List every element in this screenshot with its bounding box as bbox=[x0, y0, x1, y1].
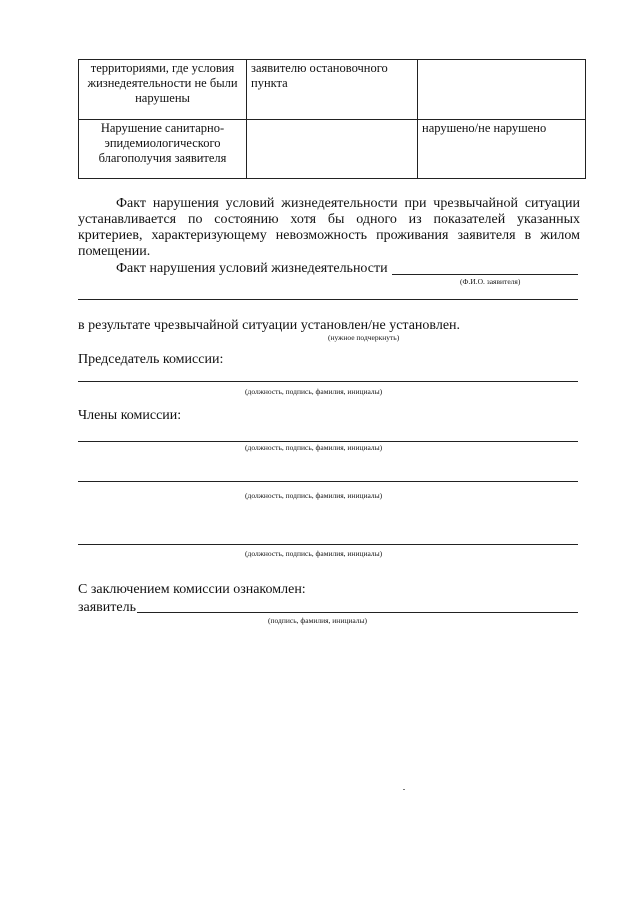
paragraph-line: Факт нарушения условий жизнедеятельности при чрезвычайной ситуации bbox=[116, 196, 580, 211]
criteria-table bbox=[78, 59, 586, 179]
table-cell bbox=[247, 120, 418, 179]
members-label: Члены комиссии: bbox=[78, 408, 182, 423]
chairman-label: Председатель комиссии: bbox=[78, 352, 224, 367]
applicant-name-hint: (Ф.И.О. заявителя) bbox=[460, 277, 521, 286]
member-signature-line[interactable] bbox=[78, 441, 578, 442]
explanation-paragraph bbox=[78, 196, 580, 260]
paragraph-line: устанавливается по состоянию хотя бы одного из показателей указанных bbox=[78, 212, 580, 227]
applicant-label: заявитель bbox=[78, 600, 136, 615]
applicant-name-line[interactable] bbox=[392, 274, 578, 275]
result-text: в результате чрезвычайной ситуации установлен/не установлен. bbox=[78, 318, 461, 333]
chairman-hint: (должность, подпись, фамилия, инициалы) bbox=[245, 387, 383, 396]
member-signature-line[interactable] bbox=[78, 544, 578, 545]
table-cell bbox=[418, 60, 586, 120]
member-hint: (должность, подпись, фамилия, инициалы) bbox=[245, 443, 383, 452]
scan-speck bbox=[403, 789, 405, 790]
table-cell: заявителю остановочного пункта bbox=[247, 60, 418, 120]
table-cell: нарушено/не нарушено bbox=[418, 120, 586, 179]
member-hint: (должность, подпись, фамилия, инициалы) bbox=[245, 549, 383, 558]
chairman-signature-line[interactable] bbox=[78, 381, 578, 382]
member-hint: (должность, подпись, фамилия, инициалы) bbox=[245, 491, 383, 500]
paragraph-line: критериев, характеризующему невозможность проживания заявителя в жилом bbox=[78, 228, 580, 243]
table-row bbox=[79, 60, 586, 120]
applicant-signature-line[interactable] bbox=[137, 612, 578, 613]
acquainted-label: С заключением комиссии ознакомлен: bbox=[78, 582, 306, 597]
applicant-hint: (подпись, фамилия, инициалы) bbox=[268, 616, 368, 625]
paragraph-line: помещении. bbox=[78, 244, 151, 259]
fact-label: Факт нарушения условий жизнедеятельности bbox=[116, 261, 388, 276]
table-cell: территориями, где условия жизнедеятельности не были нарушены bbox=[79, 60, 247, 120]
table-cell: Нарушение санитарно-эпидемиологического благополучия заявителя bbox=[79, 120, 247, 179]
result-hint: (нужное подчеркнуть) bbox=[328, 333, 400, 342]
table-row bbox=[79, 120, 586, 179]
member-signature-line[interactable] bbox=[78, 481, 578, 482]
applicant-name-line-2[interactable] bbox=[78, 299, 578, 300]
